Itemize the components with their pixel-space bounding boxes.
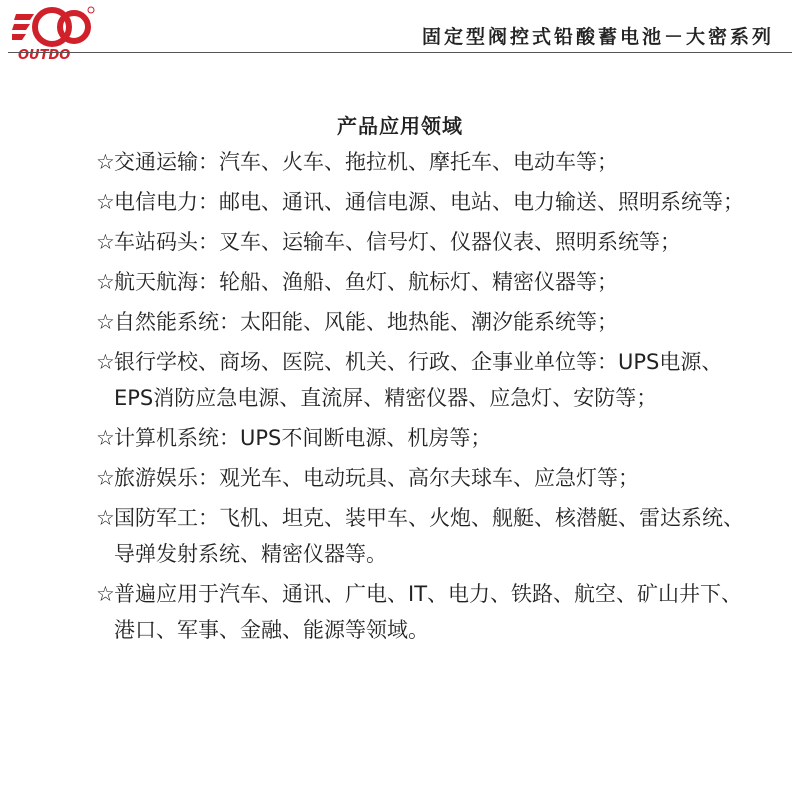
star-icon: ☆: [96, 150, 115, 174]
list-item: [96, 460, 756, 496]
list-item: [96, 144, 756, 180]
list-item: [96, 184, 756, 220]
star-icon: ☆: [96, 426, 115, 450]
list-item: [96, 304, 756, 340]
star-icon: ☆: [96, 506, 115, 530]
list-item: [96, 224, 756, 260]
application-list: [96, 144, 756, 652]
list-item-text: 国防军工：飞机、坦克、装甲车、火炮、舰艇、核潜艇、雷达系统、导弹发射系统、精密仪器等。: [114, 506, 744, 566]
star-icon: ☆: [96, 466, 115, 490]
series-title: 固定型阀控式铅酸蓄电池－大密系列: [421, 26, 774, 48]
logo-text: OUTDO: [18, 48, 71, 63]
logo-mark: [12, 4, 96, 64]
star-icon: ☆: [96, 582, 115, 606]
list-item: [96, 344, 756, 416]
page-header: [0, 0, 800, 70]
star-icon: ☆: [96, 310, 115, 334]
star-icon: ☆: [96, 230, 115, 254]
section-title: 产品应用领域: [337, 114, 463, 138]
star-icon: ☆: [96, 190, 115, 214]
star-icon: ☆: [96, 350, 115, 374]
list-item-text: 交通运输：汽车、火车、拖拉机、摩托车、电动车等；: [114, 150, 618, 174]
list-item: [96, 264, 756, 300]
outdo-logo: [12, 4, 96, 64]
list-item-text: 电信电力：邮电、通讯、通信电源、电站、电力输送、照明系统等；: [114, 190, 744, 214]
list-item: [96, 576, 756, 648]
list-item-text: 车站码头：叉车、运输车、信号灯、仪器仪表、照明系统等；: [114, 230, 681, 254]
list-item-text: 计算机系统：UPS不间断电源、机房等；: [114, 426, 492, 450]
list-item: [96, 420, 756, 456]
header-divider: [8, 52, 792, 53]
list-item-text: 普遍应用于汽车、通讯、广电、IT、电力、铁路、航空、矿山井下、港口、军事、金融、能源等领域。: [114, 582, 743, 642]
list-item-text: 银行学校、商场、医院、机关、行政、企事业单位等：UPS电源、EPS消防应急电源、直流屏、精密仪器、应急灯、安防等；: [114, 350, 723, 410]
list-item-text: 航天航海：轮船、渔船、鱼灯、航标灯、精密仪器等；: [114, 270, 618, 294]
list-item: [96, 500, 756, 572]
list-item-text: 自然能系统：太阳能、风能、地热能、潮汐能系统等；: [114, 310, 618, 334]
list-item-text: 旅游娱乐：观光车、电动玩具、高尔夫球车、应急灯等；: [114, 466, 639, 490]
star-icon: ☆: [96, 270, 115, 294]
